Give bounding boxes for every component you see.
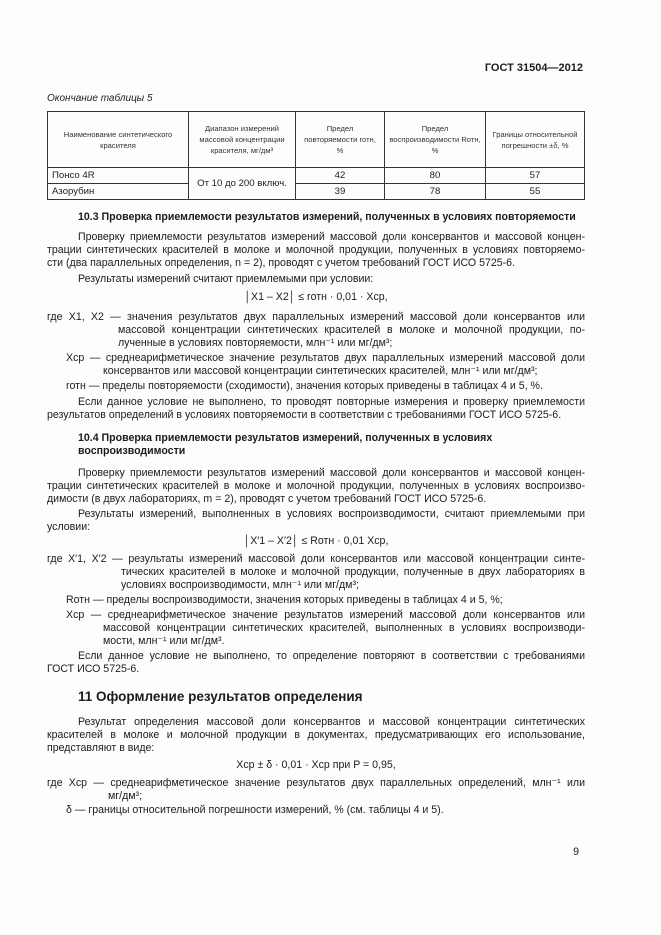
dye-name: Понсо 4R <box>48 168 189 184</box>
paragraph-line: результатов определений в условиях повторяемости в соответствии с требованиями ГОСТ ИСО 5725-6. <box>47 409 562 421</box>
reproducibility-value: 78 <box>385 184 486 200</box>
col-header-range: Диапазон измерений массовой концентрации красителя, мг/дм³ <box>189 112 296 168</box>
where-line: мг/дм³; <box>108 790 143 802</box>
paragraph-line: сти (два параллельных определения, n = 2), проводят с учетом требований ГОСТ ИСО 5725-6. <box>47 257 516 269</box>
table-header-row <box>48 112 585 168</box>
formula-repeatability: │X1 – X2│ ≤ rотн · 0,01 · Xср, <box>244 291 388 303</box>
where-line: лученные в условиях повторяемости, млн⁻¹ или мг/дм³; <box>118 337 393 349</box>
paragraph-line: Проверку приемлемости результатов измерений массовой доли консервантов и массовой концен- <box>78 231 585 243</box>
paragraph-line: Результаты измерений считают приемлемыми при условии: <box>78 273 374 285</box>
where-line: тических красителей в молоке и молочной продукции, полученные в двух лабораториях в <box>121 566 585 578</box>
paragraph-line: Если данное условие не выполнено, то проводят повторные измерения и проверку приемлемости <box>78 396 585 408</box>
paragraph-line: Результат определения массовой доли консервантов и массовой концентрации синтетических <box>78 716 585 728</box>
section-10-4-title: 10.4 Проверка приемлемости результатов измерений, полученных в условиях <box>78 432 493 444</box>
paragraph-line: ГОСТ ИСО 5725-6. <box>47 663 140 675</box>
paragraph-line: Проверку приемлемости результатов измерений массовой доли консервантов и массовой концен- <box>78 467 585 479</box>
where-line: мости, млн⁻¹ или мг/дм³. <box>103 635 225 647</box>
paragraph-line: Результаты измерений, выполненных в условиях воспроизводимости, считают приемлемыми при <box>78 508 585 520</box>
document-id: ГОСТ 31504—2012 <box>484 62 583 74</box>
where-line: Rотн — пределы воспроизводимости, значения которых приведены в таблицах 4 и 5, %; <box>66 594 503 606</box>
col-header-error: Границы относительной погрешности ±δ, % <box>486 112 585 168</box>
col-header-dye: Наименование синтетического красителя <box>48 112 189 168</box>
dye-name: Азорубин <box>48 184 189 200</box>
result-formula: Xср ± δ · 0,01 · Xср при P = 0,95, <box>236 759 396 771</box>
col-header-repeatability: Предел повторяемости rотн, % <box>296 112 385 168</box>
error-value: 57 <box>486 168 585 184</box>
table-row <box>48 168 585 184</box>
limits-table <box>47 111 585 200</box>
where-line: rотн — пределы повторяемости (сходимости), значения которых приведены в таблицах 4 и 5, %. <box>66 380 543 392</box>
col-header-reproducibility: Предел воспроизводимости Rотн, % <box>385 112 486 168</box>
paragraph-line: трации синтетических красителей в молоке и молочной продукции, полученных в условиях повторяемо- <box>47 244 585 256</box>
where-line: Xср — среднеарифметическое значение результатов двух параллельных измерений массовой доли <box>66 352 585 364</box>
range-cell: От 10 до 200 включ. <box>189 168 296 200</box>
table-caption: Окончание таблицы 5 <box>47 93 153 104</box>
where-line: где X1, X2 — значения результатов двух параллельных измерений массовой доли консервантов или <box>47 311 585 323</box>
where-line: массовой концентрации синтетических красителей в молоке и молочной продукции, по- <box>118 324 585 336</box>
paragraph-line: красителей в молоке и молочной продукции в документах, предусматривающих его использование, <box>47 729 585 741</box>
section-10-4-title-cont: воспроизводимости <box>78 445 186 457</box>
where-line: Xср — среднеарифметическое значение результатов измерений массовой доли консервантов или <box>66 609 585 621</box>
paragraph-line: димости (в двух лабораториях, m = 2), проводят с учетом требований ГОСТ ИСО 5725-6. <box>47 493 487 505</box>
where-line: δ — границы относительной погрешности измерений, % (см. таблицы 4 и 5). <box>66 804 444 816</box>
where-line: условиях воспроизводимости, млн⁻¹ или мг/дм³; <box>121 579 359 591</box>
repeatability-value: 42 <box>296 168 385 184</box>
where-line: консервантов или массовой концентрации синтетических красителей, млн⁻¹ или мг/дм³; <box>103 365 538 377</box>
formula-reproducibility: │X′1 – X′2│ ≤ Rотн · 0,01 Xср, <box>243 535 389 547</box>
repeatability-value: 39 <box>296 184 385 200</box>
paragraph-line: условии: <box>47 521 91 533</box>
paragraph-line: представляют в виде: <box>47 742 155 754</box>
paragraph-line: Если данное условие не выполнено, то определение повторяют в соответствии с требованиями <box>78 650 585 662</box>
error-value: 55 <box>486 184 585 200</box>
table-row <box>48 184 585 200</box>
paragraph-line: трации синтетических красителей в молоке и молочной продукции, полученных в условиях воспроизво- <box>47 480 585 492</box>
section-10-3-title: 10.3 Проверка приемлемости результатов измерений, полученных в условиях повторяемости <box>78 211 576 223</box>
where-line: массовой концентрации синтетических красителей, выполненных в условиях воспроизводи- <box>103 622 585 634</box>
reproducibility-value: 80 <box>385 168 486 184</box>
where-line: где Xср — среднеарифметическое значение результатов двух параллельных определений, млн⁻¹ или <box>47 777 585 789</box>
where-line: где X′1, X′2 — результаты измерений массовой доли консервантов или массовой концентрации синте- <box>47 553 585 565</box>
section-11-title: 11 Оформление результатов определения <box>78 689 363 704</box>
page-number: 9 <box>573 846 579 858</box>
